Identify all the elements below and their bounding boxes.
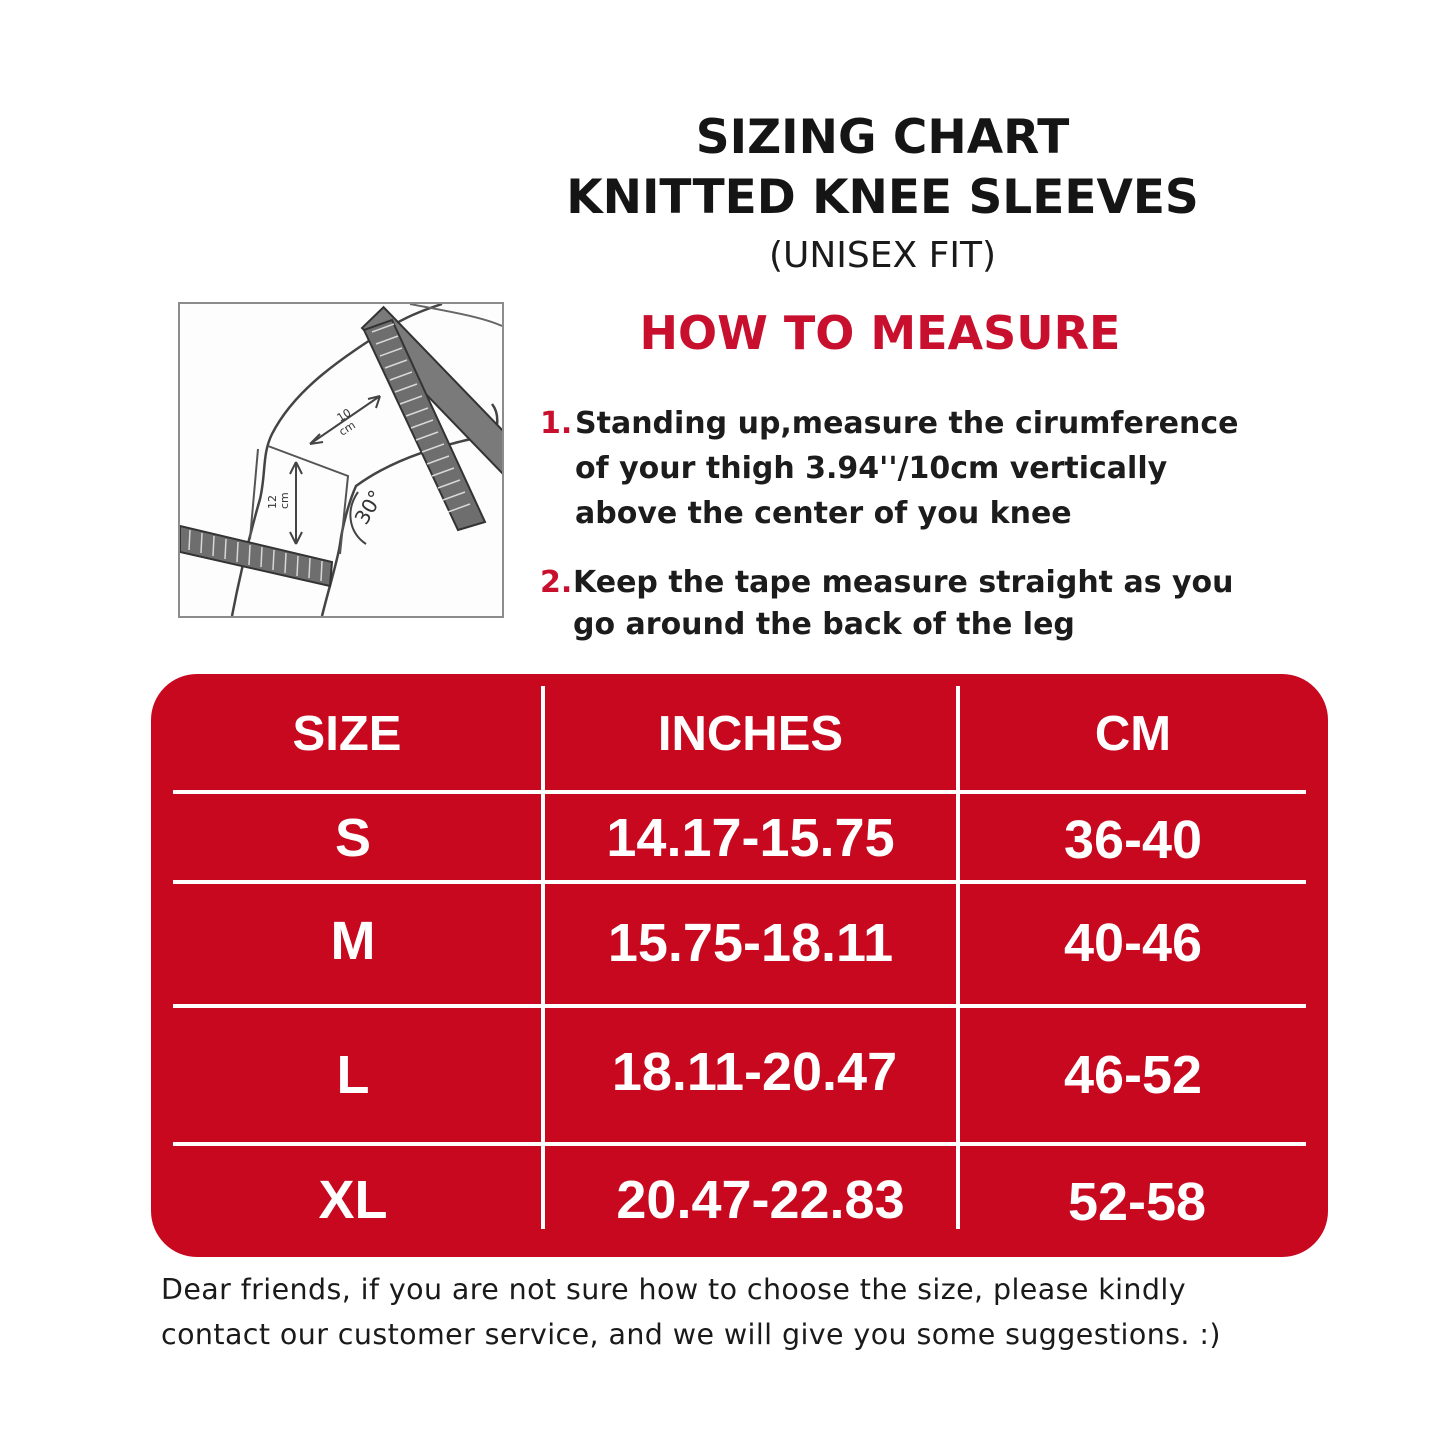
column-header-cm: CM — [1094, 707, 1172, 761]
label-10cm-unit: cm — [336, 418, 358, 439]
column-header-size: SIZE — [292, 707, 402, 761]
inches-cell: 18.11-20.47 — [611, 1042, 898, 1102]
title-block — [530, 108, 1235, 284]
inches-cell: 14.17-15.75 — [606, 808, 895, 868]
inches-cell: 20.47-22.83 — [616, 1170, 905, 1230]
table-row-divider — [173, 1142, 1306, 1146]
step-2-line-2: go around the back of the leg — [573, 607, 1075, 642]
column-header-inches: INCHES — [657, 707, 844, 761]
measure-step-2 — [540, 562, 1300, 646]
knee-measure-illustration — [178, 302, 504, 618]
subtitle-unisex-fit: (UNISEX FIT) — [768, 235, 996, 276]
footer-line-2: contact our customer service, and we will give you some suggestions. :) — [161, 1318, 1221, 1351]
size-table — [151, 674, 1328, 1257]
cm-cell: 46-52 — [1063, 1045, 1203, 1105]
cm-cell: 40-46 — [1063, 913, 1203, 973]
size-cell: L — [336, 1045, 370, 1105]
step-1-line-1: Standing up,measure the cirumference — [575, 406, 1239, 441]
size-cell: S — [334, 808, 372, 868]
cm-cell: 36-40 — [1063, 810, 1203, 870]
leg-drawing-icon — [180, 304, 502, 616]
title-product-name: KNITTED KNEE SLEEVES — [566, 170, 1199, 225]
step-2-line-1: Keep the tape measure straight as you — [573, 565, 1234, 600]
how-to-measure-heading: HOW TO MEASURE — [639, 306, 1121, 360]
step-1-line-2: of your thigh 3.94''/10cm vertically — [575, 451, 1168, 486]
table-row-divider — [173, 1004, 1306, 1008]
step-1-number: 1. — [540, 406, 573, 441]
table-row-divider — [173, 790, 1306, 794]
cm-cell: 52-58 — [1067, 1172, 1207, 1232]
inches-cell: 15.75-18.11 — [607, 913, 894, 973]
label-10cm-number: 10 — [334, 406, 354, 425]
table-row-divider — [173, 880, 1306, 884]
step-1-line-3: above the center of you knee — [575, 496, 1072, 531]
footer-line-1: Dear friends, if you are not sure how to choose the size, please kindly — [161, 1273, 1186, 1306]
label-12cm-number: 12 — [266, 495, 279, 509]
label-angle: 30° — [349, 485, 389, 529]
title-sizing-chart: SIZING CHART — [695, 110, 1070, 165]
step-2-number: 2. — [540, 565, 573, 600]
label-12cm-unit: cm — [278, 492, 291, 509]
size-cell: XL — [318, 1170, 388, 1230]
size-cell: M — [330, 911, 376, 971]
footer-note — [161, 1267, 1361, 1357]
measure-step-1 — [540, 401, 1300, 536]
